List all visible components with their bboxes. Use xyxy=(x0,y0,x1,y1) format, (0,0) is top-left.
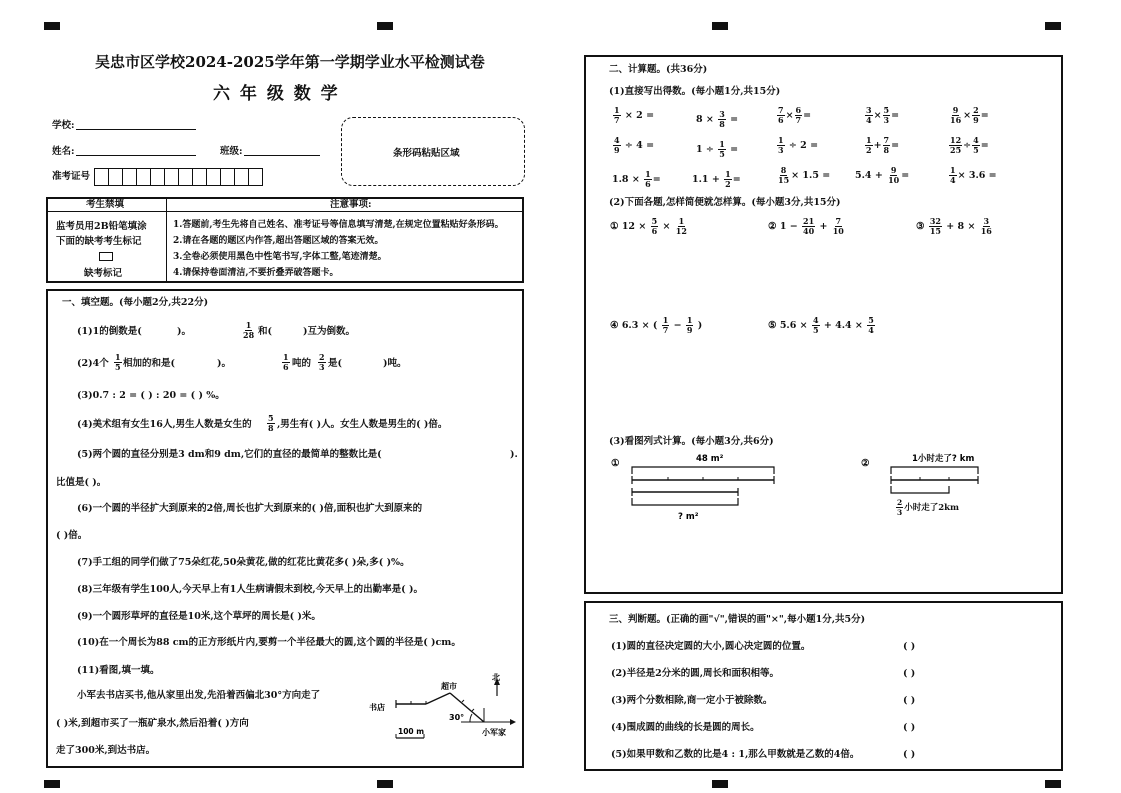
q1-text-a: (1)1的倒数是( xyxy=(77,326,142,337)
q10-text: (10)在一个周长为88 cm的正方形纸片内,要剪一个半径最大的圆,这个圆的半径是( )cm。 xyxy=(77,637,461,648)
note-3: 3.全卷必须使用黑色中性笔书写,字体工整,笔迹清楚。 xyxy=(173,252,387,262)
diagram2-label: ② xyxy=(861,458,870,469)
note-4: 4.请保持卷面清洁,不要折叠弄破答题卡。 xyxy=(173,268,339,278)
q2-text-c: )。 xyxy=(217,358,231,369)
notes-title: 注意事项: xyxy=(330,199,372,210)
map-supermarket-label: 超市 xyxy=(441,682,457,691)
exam-id-cells[interactable] xyxy=(94,168,263,186)
section1-title: 一、填空题。(每小题2分,共22分) xyxy=(62,297,209,308)
q6-text-a: (6)一个圆的半径扩大到原来的2倍,周长也扩大到原来的( )倍,面积也扩大到原来的 xyxy=(77,503,423,514)
judge-item-1: (1)圆的直径决定圆的大小,圆心决定圆的位置。 xyxy=(611,641,811,652)
map-angle-label: 30° xyxy=(449,713,465,722)
q11-line1: 小军去书店买书,他从家里出发,先沿着西偏北30°方向走了 xyxy=(77,690,321,701)
class-label: 班级: xyxy=(220,146,243,157)
registration-mark xyxy=(44,780,60,788)
registration-mark xyxy=(377,22,393,30)
q7-text: (7)手工组的同学们做了75朵红花,50朵黄花,做的红花比黄花多( )朵,多( )%。 xyxy=(77,557,410,568)
q11-line3: 走了300米,到达书店。 xyxy=(56,745,156,756)
q5-text-a: (5)两个圆的直径分别是3 dm和9 dm,它们的直径的最简单的整数比是( xyxy=(77,449,382,460)
judge-answer-3[interactable]: ( ) xyxy=(903,695,916,706)
registration-mark xyxy=(712,22,728,30)
q5-text-c: 比值是( )。 xyxy=(56,477,107,488)
registration-mark xyxy=(712,780,728,788)
note-2: 2.请在各题的题区内作答,超出答题区域的答案无效。 xyxy=(173,236,384,246)
q4-text-a: (4)美术组有女生16人,男生人数是女生的 xyxy=(77,419,252,430)
part3-title: (3)看图列式计算。(每小题3分,共6分) xyxy=(609,436,774,447)
q3-text: (3)0.7 : 2 = ( ) : 20 = ( ) %。 xyxy=(77,390,225,401)
diagram1-bottom-label: ? m² xyxy=(678,512,699,522)
forbidden-line2: 下面的缺考考生标记 xyxy=(56,236,142,247)
absent-mark-box[interactable] xyxy=(99,252,113,261)
q1-fraction: $\frac{1}{28}$ xyxy=(243,320,255,340)
judge-item-5: (5)如果甲数和乙数的比是4 : 1,那么甲数就是乙数的4倍。 xyxy=(611,749,860,760)
school-field[interactable] xyxy=(76,119,196,130)
q11-text: (11)看图,填一填。 xyxy=(77,665,160,676)
judge-answer-5[interactable]: ( ) xyxy=(903,749,916,760)
q11-line2: ( )米,到超市买了一瓶矿泉水,然后沿着( )方向 xyxy=(56,718,249,729)
forbidden-title: 考生禁填 xyxy=(86,199,125,210)
section3-box xyxy=(584,601,1063,771)
diagram1-top-label: 48 m² xyxy=(696,454,724,464)
q2-text-d: 吨的 xyxy=(292,358,312,369)
diagram1-label: ① xyxy=(611,458,620,469)
judge-item-3: (3)两个分数相除,商一定小于被除数。 xyxy=(611,695,773,706)
q6-text-b: ( )倍。 xyxy=(56,530,88,541)
section3-title: 三、判断题。(正确的画"√",错误的画"×",每小题1分,共5分) xyxy=(609,614,866,625)
q8-text: (8)三年级有学生100人,今天早上有1人生病请假未到校,今天早上的出勤率是( )。 xyxy=(77,584,423,595)
exam-id-label: 准考证号 xyxy=(52,171,91,182)
registration-mark xyxy=(377,780,393,788)
q9-text: (9)一个圆形草坪的直径是10米,这个草坪的周长是( )米。 xyxy=(77,611,321,622)
judge-answer-1[interactable]: ( ) xyxy=(903,641,916,652)
absent-mark-label: 缺考标记 xyxy=(84,268,123,279)
q4-fraction: $\frac{5}{8}$ xyxy=(268,413,274,433)
map-scale-label: 100 m xyxy=(398,727,425,736)
subject-title: 六 年 级 数 学 xyxy=(213,84,340,104)
map-bookstore-label: 书店 xyxy=(369,703,385,712)
map-north-label: 北 xyxy=(492,673,500,682)
forbidden-line1: 监考员用2B铅笔填涂 xyxy=(56,221,147,232)
judge-answer-2[interactable]: ( ) xyxy=(903,668,916,679)
exam-title: 吴忠市区学校2024-2025学年第一学期学业水平检测试卷 xyxy=(95,53,485,71)
registration-mark xyxy=(44,22,60,30)
registration-mark xyxy=(1045,780,1061,788)
diagram2-top-label: 1小时走了? km xyxy=(912,454,975,464)
diagram1 xyxy=(628,450,780,526)
q1-text-b: )。 xyxy=(177,326,191,337)
q2-text-f: )吨。 xyxy=(383,358,407,369)
diagram2-bottom-label: 小时走了2km xyxy=(904,503,960,513)
q2-fraction-3: $\frac{2}{3}$ xyxy=(319,352,325,372)
map-home-label: 小军家 xyxy=(482,728,506,737)
judge-item-2: (2)半径是2分米的圆,周长和面积相等。 xyxy=(611,668,780,679)
q2-fraction-1: $\frac{1}{5}$ xyxy=(115,352,121,372)
route-map xyxy=(366,672,520,748)
name-label: 姓名: xyxy=(52,146,75,157)
diagram2-bottom: $\frac{2}{3}$ 小时走了2km xyxy=(897,498,960,517)
q2-text-e: 是( xyxy=(328,358,342,369)
judge-answer-4[interactable]: ( ) xyxy=(903,722,916,733)
part2-title: (2)下面各题,怎样简便就怎样算。(每小题3分,共15分) xyxy=(609,197,841,208)
registration-mark xyxy=(1045,22,1061,30)
barcode-area-label: 条形码粘贴区域 xyxy=(393,148,460,159)
q4-text-b: ,男生有( )人。女生人数是男生的( )倍。 xyxy=(277,419,448,430)
class-field[interactable] xyxy=(244,145,320,156)
q1-text-c: 和( xyxy=(258,326,272,337)
note-1: 1.答题前,考生先将自己姓名、准考证号等信息填写清楚,在规定位置粘贴好条形码。 xyxy=(173,220,504,230)
school-label: 学校: xyxy=(52,120,75,131)
section2-title: 二、计算题。(共36分) xyxy=(609,64,708,75)
judge-item-4: (4)围成圆的曲线的长是圆的周长。 xyxy=(611,722,760,733)
name-field[interactable] xyxy=(76,145,196,156)
q2-fraction-2: $\frac{1}{6}$ xyxy=(283,352,289,372)
q2-text-b: 相加的和是( xyxy=(123,358,175,369)
q1-text-d: )互为倒数。 xyxy=(303,326,355,337)
q2-text-a: (2)4个 xyxy=(77,358,109,369)
q5-text-b: ). xyxy=(510,449,518,460)
part1-title: (1)直接写出得数。(每小题1分,共15分) xyxy=(609,86,781,97)
